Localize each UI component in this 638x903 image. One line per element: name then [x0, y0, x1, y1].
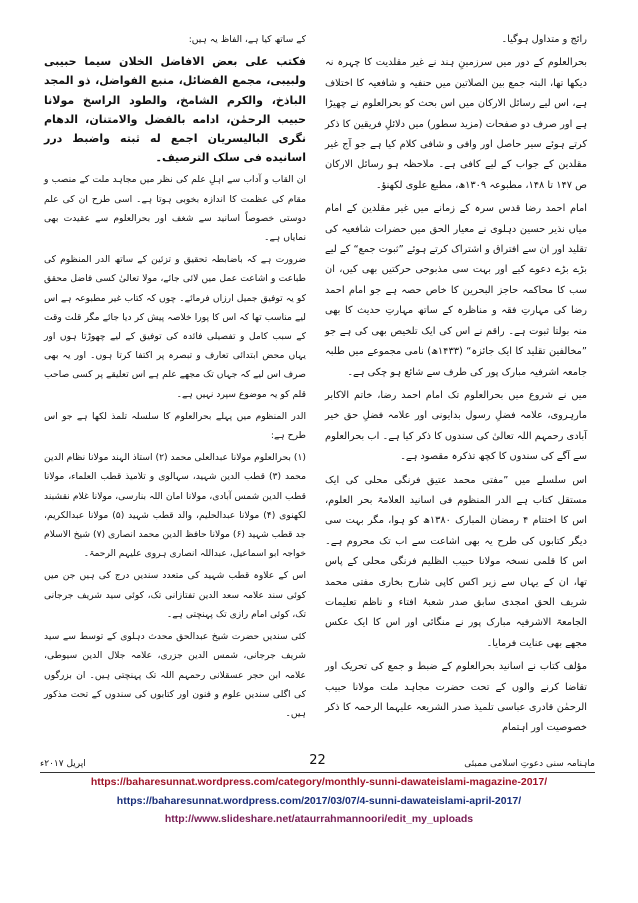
paragraph: کئی سندیں حضرت شیخ عبدالحق محدث دہلوی کے توسط سے سید شریف جرجانی، شمس الدین جزری، علامہ جلال الدین سیوطی، علامہ ابن حجر عسقلانی رحمہم اللہ تک پہنچتی ہیں۔ ان بزرگوں کی اگلی سندیں علوم و فنون اور کتابوں کی سندوں کے تحت مذکور ہیں۔ [44, 631, 306, 719]
paragraph: اس کے علاوہ قطب شہید کی متعدد سندیں درج کی ہیں جن میں کوئی سند علامہ سعد الدین تفتازانی تک، کوئی سید شریف جرجانی تک، کوئی امام رازی تک پہنچتی ہے۔ [44, 570, 306, 620]
paragraph: ضرورت ہے کہ باضابطہ تحقیق و تزئین کے ساتھ الدر المنظوم کی طباعت و اشاعت عمل میں لائی جائے، مولا تعالیٰ کسی فاضل محقق کو یہ توفیق جمیل ارزاں فرمائے۔ چوں کہ کتاب غیر مطبوعہ ہے اس لیے مناسب تھا کہ اس کا پورا خلاصہ پیش کر دیا جائے مگر قلت وقت کے سبب کامل و تفصیلی فائدہ کی توفیق کے لیے چھوڑتا ہوں اور یہاں محض ابتدائی تعارف و تبصرہ پر اکتفا کرتا ہوں۔ اور یہ بھی صرف اس لیے کہ جہاں تک مجھے علم ہے اس تعلیقے پر کسی صاحب قلم کو یہ موضوع سپرد نہیں ہے۔ [44, 254, 306, 400]
paragraph: کے ساتھ کیا ہے، الفاظ یہ ہیں: [188, 34, 306, 45]
page-footer [40, 755, 595, 773]
right-column [325, 30, 587, 742]
footer-divider [40, 772, 595, 773]
paragraph: بحرالعلوم کے دور میں سرزمینِ ہند نے غیر مقلدیت کا چہرہ نہ دیکھا تھا، البتہ جمع بین الصلاتین میں حنفیہ و شافعیہ کا اختلاف ہے، اس لیے رسائل الارکان میں اس بحث کو بحرالعلوم نے چھیڑا ہے اور صرف دو صفحات (مزید سطور) میں دلائلِ فریقین کا ذکر کرتے ہوئے سیر حاصل اور وافی و شافی کلام کیا ہے جو آج غیر مقلدین کے جواب کے لیے کافی ہے۔ ملاحظہ ہو رسائل الارکان ص ۱۴۷ تا ۱۴۸، مطبوعہ ۱۳۰۹ھ، مطبع علوی لکھنؤ۔ [325, 57, 587, 191]
paragraph: ان القاب و آداب سے اہلِ علم کی نظر میں مجاہد ملت کے منصب و مقام کی عظمت کا اندازہ بخوبی ہوتا ہے۔ اسی طرح ان کی علم دوستی خصوصاً اسانید سے شغف اور بحرالعلوم سے عقیدت بھی نمایاں ہے۔ [44, 174, 306, 244]
paragraph: اس سلسلے میں ”مفتی محمد عتیق فرنگی محلی کی ایک مستقل کتاب ہے الدر المنظوم فی اسانید العلامۃ بحر العلوم، اس کا اختتام ۴ رمضان المبارک ۱۳۸۰ھ کو ہوا، مگر بہت سی دیگر کتابوں کی طرح یہ بھی اشاعت سے اب تک محروم ہے۔ اس کا قلمی نسخہ مولانا حبیب الظلیم فرنگی محلی کے پاس تھا، ان کے یہاں سے زیر اکس کاپی شارح بخاری مفتی محمد شریف الحق امجدی سابق صدر شعبۂ افتاء و ناظم تعلیمات الجامعۃ الاشرفیہ مبارک پور نے منگائی اور اس کا ایک عکس مجھے بھی عنایت فرمایا۔ [325, 474, 587, 649]
magazine-category-link[interactable]: https://baharesunnat.wordpress.com/category/monthly-sunni-dawateislami-magazine-2017/ [90, 776, 548, 788]
paragraph: مؤلف کتاب نے اسانید بحرالعلوم کے ضبط و جمع کی تحریک اور تقاضا کرنے والوں کے تحت حضرت مجاہد ملت مولانا حبیب الرحمٰن قادری عباسی تلمیذ صدر الشریعہ علیہما الرحمہ کا ذکر خصوصیت اور اہتمام [325, 661, 587, 734]
page-number: 22 [309, 753, 326, 768]
issue-post-link[interactable]: https://baharesunnat.wordpress.com/2017/03/07/4-sunni-dawateislami-april-2017/ [116, 795, 522, 807]
paragraph: الدر المنظوم میں پہلے بحرالعلوم کا سلسلہ تلمذ لکھا ہے جو اس طرح ہے: [44, 410, 306, 442]
issue-date: اپریل ۲۰۱۷ء [40, 759, 86, 769]
paragraph: امام احمد رضا قدس سرہ کے زمانے میں غیر مقلدین کے امام میاں نذیر حسین دہلوی نے معیار الحق میں حضرات شافعیہ کی تقلید اور ان سے افتراق و اشتراک کرتے ہوئے ”ثبوت جمع“ کے لیے بڑے بڑے دعوے کیے اور بہت سی مذبوحی حرکتیں بھی کیں، ان سب کا محاکمہ حاجز البحرین کا خاص حصہ ہے جو امام احمد رضا کی مہارتِ فقہ و مناظرہ کے ساتھ مہارتِ حدیث کا بھی منہ بولتا ثبوت ہے۔ راقم نے اس کی ایک تلخیص بھی کی ہے جو ”مخالفین تقلید کا ایک جائزہ“ (۱۴۳۳ھ) نامی مجموعے میں طلبہ جامعہ اشرفیہ مبارک پور کی طرف سے شائع ہو چکی ہے۔ [325, 203, 587, 378]
paragraph: رائج و متداول ہوگیا۔ [501, 34, 587, 45]
magazine-name: ماہنامہ سنی دعوتِ اسلامی ممبئی [464, 759, 595, 769]
paragraph: میں نے شروع میں بحرالعلوم تک امام احمد رضا، خاتم الاکابر مارہروی، علامہ فضلِ رسول بدایونی اور علامہ فضلِ حق خیر آبادی رحمہم اللہ تعالیٰ کی سندوں کا ذکر کیا ہے۔ اب بحرالعلوم سے آگے کی سندوں کا کچھ تذکرہ مقصود ہے۔ [325, 389, 587, 463]
left-column [44, 30, 306, 726]
arabic-quote: فکتب علی بعض الافاضل الخلان سیما حبیبی ولبیبی، مجمع الفضائل، منبع الفواضل، ذو المجد الباذخ، والکرم الشامخ، والطود الراسخ مولانا حبیب الرحمٰن، ادامه بالفضل والامتنان، الدهام نگری البالیسریان اجمع له ثبته واضبط درر اسانیده فی سلک الترصیف۔ [44, 55, 306, 165]
slideshare-link[interactable]: http://www.slideshare.net/ataurrahmannoori/edit_my_uploads [164, 813, 474, 825]
paragraph: (۱) بحرالعلوم مولانا عبدالعلی محمد (۲) استاذ الہند مولانا نظام الدین محمد (۳) قطب الدین شہید، سہالوی و تلامیذ قطب العلماء، مولانا قطب الدین شمس آبادی، مولانا امان اللہ بنارسی، مولانا غلام نقشبند لکھنوی (۴) مولانا عبدالحلیم، والد قطب شہید (۵) مولانا عبدالکریم، جد قطب شہید (۶) مولانا حافظ الدین محمد انصاری (۷) شیخ الاسلام خواجہ ابو اسماعیل، عبداللہ انصاری ہروی علیہم الرحمۃ۔ [44, 452, 306, 560]
